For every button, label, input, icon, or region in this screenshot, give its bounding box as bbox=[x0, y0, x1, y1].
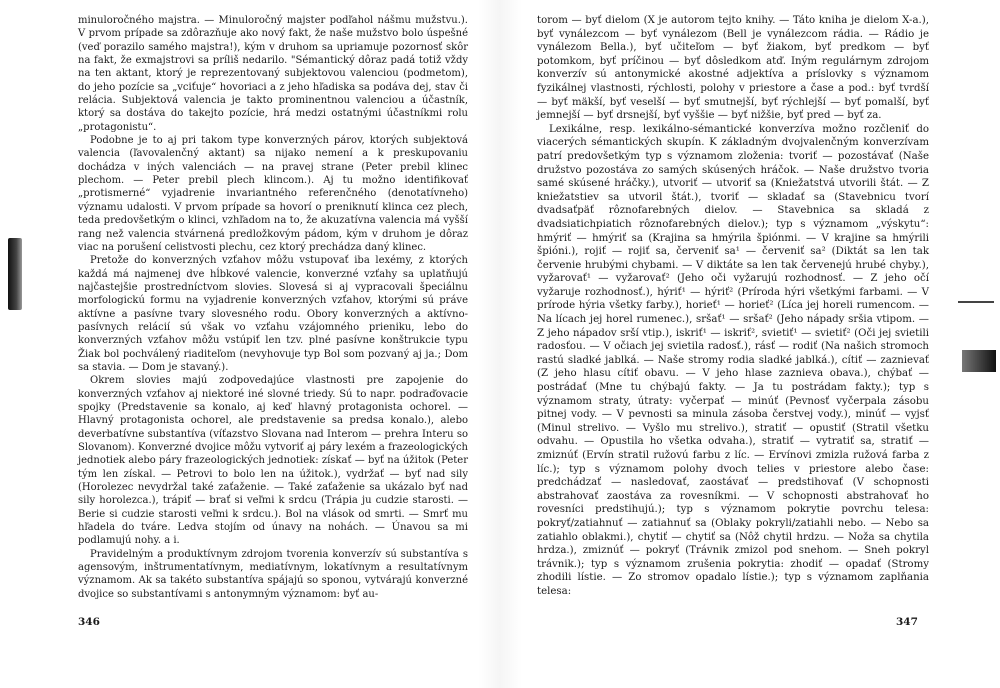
left-paragraph-5: Pravidelným a produktívnym zdrojom tvorenia konverzív sú substantíva s agensovým, inštrumentatívnym, mediatívnym, lokatívnym a resultatívnym významom. Ak sa takéto substantíva spájajú so sponou, vytvárajú konverzné dvojice so substantívami s antonymným významom: byť au- bbox=[78, 548, 468, 600]
left-paragraph-2: Podobne je to aj pri takom type konverzných párov, ktorých subjektová valencia (ľavovalenčný aktant) sa nijako nemení a k preskupovaniu dochádza v iných valenciách — na pravej strane (Peter prebil klinec plechom. — Peter prebil plech klincom.). Aj tu možno identifikovať „protismerné“ vyjadrenie invariantného referenčného (denotatívneho) významu udalosti. V prvom prípade sa hovorí o preniknutí klinca cez plech, teda predovšetkým o klinci, vzhľadom na to, že akuzatívna valencia má vyšší rang než valencia stvárnená predložkovým pádom, kým v druhom je dôraz viac na porušení celistvosti plechu, cez ktorý prechádza daný klinec. bbox=[78, 135, 468, 253]
gutter-shadow bbox=[478, 0, 522, 688]
right-page-text bbox=[537, 14, 929, 599]
right-paragraph-2: Lexikálne, resp. lexikálno-sémantické konverzíva možno rozčleniť do viacerých sémantických skupín. K základným dvojvalenčným konverzívam patrí predovšetkým typ s významom zloženia: tvoriť — pozostávať (Naše družstvo pozostáva zo samých skúsených hráčok. — Naše družstvo tvoria samé skúsené hráčky.), utvoriť — utvoriť sa (Kniežatstvá utvorili štát. — Z kniežatstiev sa utvoril štát.), tvoriť — skladať sa (Stavebnicu tvorí dvadsaťpäť rôznofarebných dielov. — Stavebnica sa skladá z dvadsiatichpiatich rôznofarebných dielov.); typ s významom „výskytu“: hmýriť — hmýriť sa (Krajina sa hmýrila špiónmi. — V krajine sa hmýrili špióni.), rojiť — rojiť sa, červeniť sa¹ — červeniť sa² (Diktát sa len tak červenie hrubými chybami. — V diktáte sa len tak červenejú hrubé chyby.), vyžarovať¹ — vyžarovať² (Jeho oči vyžarujú rozhodnosť. — Z jeho očí vyžaruje rozhodnosť.), hýriť¹ — hýriť² (Príroda hýri všetkými farbami. — V prírode hýria všetky farby.), horieť¹ — horieť² (Líca jej horeli rumencom. — Na lícach jej horel rumenec.), sršať¹ — sršať² (Jeho nápady sršia vtipom. — Z jeho nápadov srší vtip.), iskriť¹ — iskriť², svietiť¹ — svietiť² (Oči jej svietili radosťou. — V očiach jej svietila radosť.), rásť — rodiť (Na našich stromoch rastú sladké jablká. — Naše stromy rodia sladké jablká.), cítiť — zaznievať (Z jeho hlasu cítiť obavu. — V jeho hlase zaznieva obava.), chýbať — postrádať (Mne tu chýbajú fakty. — Ja tu postrádam fakty.); typ s významom straty, útraty: vyčerpať — minúť (Pevnosť vyčerpala zásobu pitnej vody. — V pevnosti sa minula zásoba čerstvej vody.), minúť — vyjsť (Minul strelivo. — Vyšlo mu strelivo.), stratiť — opustiť (Stratil všetku odvahu. — Opustila ho všetka odvaha.), stratiť — vytratiť sa, stratiť — zmiznúť (Ervín stratil ružovú farbu z líc. — Ervínovi zmizla ružová farba z líc.); typ s významom polohy dvoch telies v priestore alebo čase: predchádzať — nasledovať, zaostávať — predstihovať (V schopnosti abstrahovať zaostáva za rovesníkmi. — V schopnosti abstrahovať ho rovesníci predstihujú.); typ s významom pokrytie povrchu telesa: pokryť/zatiahnuť — zatiahnuť sa (Oblaky pokryli/zatiahli nebo. — Nebo sa zatiahlo oblakmi.), chytiť — chytiť sa (Nôž chytil hrdzu. — Noža sa chytila hrdza.), zmiznúť — pokryť (Trávnik zmizol pod snehom. — Sneh pokryl trávnik.); typ s významom zrušenia pokrytia: zhodiť — opadať (Stromy zhodili lístie. — Zo stromov opadalo lístie.); typ s významom zaplňania telesa: bbox=[537, 123, 929, 597]
left-paragraph-3: Pretože do konverzných vzťahov môžu vstupovať iba lexémy, z ktorých každá má najmenej dve hĺbkové valencie, konverzné vzťahy sa uplatňujú najčastejšie prostredníctvom slovies. Slovesá si aj vypracovali špeciálnu morfologickú formu na vyjadrenie konverzných vzťahov, ktorými sú práve aktívne a pasívne tvary slovesného rodu. Obory konverzných a aktívno-pasívnych relácií sú však vo vzťahu vzájomného prieniku, lebo do konverzných vzťahov môžu vstúpiť len tzv. plné pasívne konštrukcie typu Žiak bol pochválený riaditeľom (nevyhovuje typ Bol som pozvaný aj ja.; Dom sa stavia. — Dom je stavaný.). bbox=[78, 255, 468, 373]
right-edge-tab-mark bbox=[962, 350, 996, 372]
left-page-number: 346 bbox=[78, 616, 100, 628]
right-page-number: 347 bbox=[896, 616, 918, 628]
left-edge-tab-mark bbox=[8, 238, 22, 310]
right-edge-line-mark bbox=[958, 301, 994, 303]
left-paragraph-1: minuloročného majstra. — Minuloročný majster podľahol nášmu mužstvu.). V prvom prípade sa zdôrazňuje ako nový fakt, že naše mužstvo bolo úspešné (veď porazilo samého majstra!), kým v druhom sa upriamuje pozornosť skôr na fakt, že exmajstrovi sa príliš nedarilo. "Sémantický dôraz padá totiž vždy na ten aktant, ktorý je reprezentovaný subjektovou valenciou (podmetom), do jeho pozície sa „vciťuje“ hovoriaci a z jeho hľadiska sa podáva dej, stav či relácia. Subjektová valencia je takto prominentnou valenciou a účastník, ktorý sa dostáva do takejto pozície, hrá medzi ostatnými účastníkmi rolu „protagonistu“. bbox=[78, 15, 468, 133]
right-paragraph-1: torom — byť dielom (X je autorom tejto knihy. — Táto kniha je dielom X-a.), byť vynálezcom — byť vynálezom (Bell je vynálezcom rádia. — Rádio je vynálezom Bella.), byť učiteľom — byť žiakom, byť predkom — byť potomkom, byť príčinou — byť dôsledkom atď. Iným regulárnym zdrojom konverzív sú antonymické akostné adjektíva a príslovky s významom fyzikálnej vlastnosti, rýchlosti, polohy v priestore a čase a pod.: byť tvrdší — byť mäkší, byť veselší — byť smutnejší, byť rýchlejší — byť pomalší, byť jemnejší — byť drsnejší, byť vyššie — byť nižšie, byť pred — byť za. bbox=[537, 15, 929, 122]
left-page-text bbox=[78, 14, 468, 601]
left-paragraph-4: Okrem slovies majú zodpovedajúce vlastnosti pre zapojenie do konverzných vzťahov aj niektoré iné slovné triedy. Sú to napr. podraďovacie spojky (Predstavenie sa konalo, aj keď hlavný protagonista ochorel. — Hlavný protagonista ochorel, ale predstavenie sa predsa konalo.), alebo deverbatívne substantíva (víťazstvo Slovana nad Interom — prehra Interu so Slovanom). Konverzné dvojice môžu vytvoriť aj páry lexém a frazeologických jednotiek alebo páry frazeologických jednotiek: získať — byť na úžitok (Peter tým len získal. — Petrovi to bolo len na úžitok.), vydržať — byť nad sily (Horolezec nevydržal také zaťaženie. — Také zaťaženie sa ukázalo byť nad sily horolezca.), trápiť — brať si veľmi k srdcu (Trápia ju cudzie starosti. — Berie si cudzie starosti veľmi k srdcu.). Bol na vlások od smrti. — Smrť mu hľadela do tváre. Ledva stojím od únavy na nohách. — Únavou sa mi podlamujú nohy. a i. bbox=[78, 375, 468, 547]
